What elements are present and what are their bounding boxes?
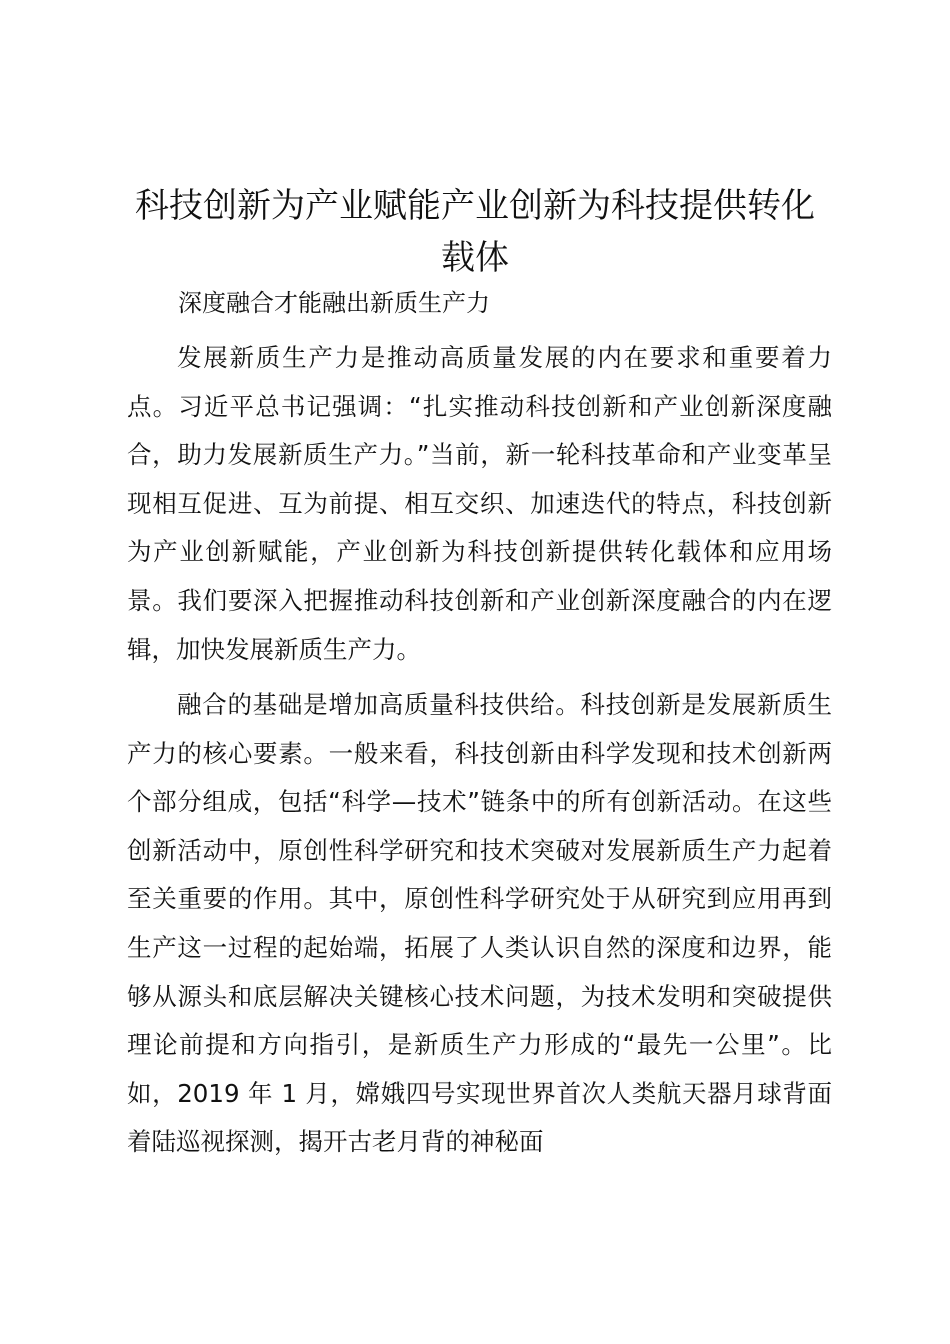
paragraph-2: 融合的基础是增加高质量科技供给。科技创新是发展新质生产力的核心要素。一般来看，科技创新由科学发现和技术创新两个部分组成，包括“科学—技术”链条中的所有创新活动。在这些创新活动中，原创性科学研究和技术突破对发展新质生产力起着至关重要的作用。其中，原创性科学研究处于从研究到应用再到生产这一过程的起始端，拓展了人类认识自然的深度和边界，能够从源头和底层解决关键核心技术问题，为技术发明和突破提供理论前提和方向指引，是新质生产力形成的“最先一公里”。比如，2019 年 1 月，嫦娥四号实现世界首次人类航天器月球背面着陆巡视探测，揭开古老月背的神秘面 <box>127 690 832 1157</box>
paragraph-1: 发展新质生产力是推动高质量发展的内在要求和重要着力点。习近平总书记强调：“扎实推动科技创新和产业创新深度融合，助力发展新质生产力。”当前，新一轮科技革命和产业变革呈现相互促进、互为前提、相互交织、加速迭代的特点，科技创新为产业创新赋能，产业创新为科技创新提供转化载体和应用场景。我们要深入把握推动科技创新和产业创新深度融合的内在逻辑，加快发展新质生产力。 <box>127 343 832 664</box>
document-subtitle: 深度融合才能融出新质生产力 <box>178 289 490 317</box>
document-title: 科技创新为产业赋能产业创新为科技提供转化载体 <box>135 186 815 278</box>
